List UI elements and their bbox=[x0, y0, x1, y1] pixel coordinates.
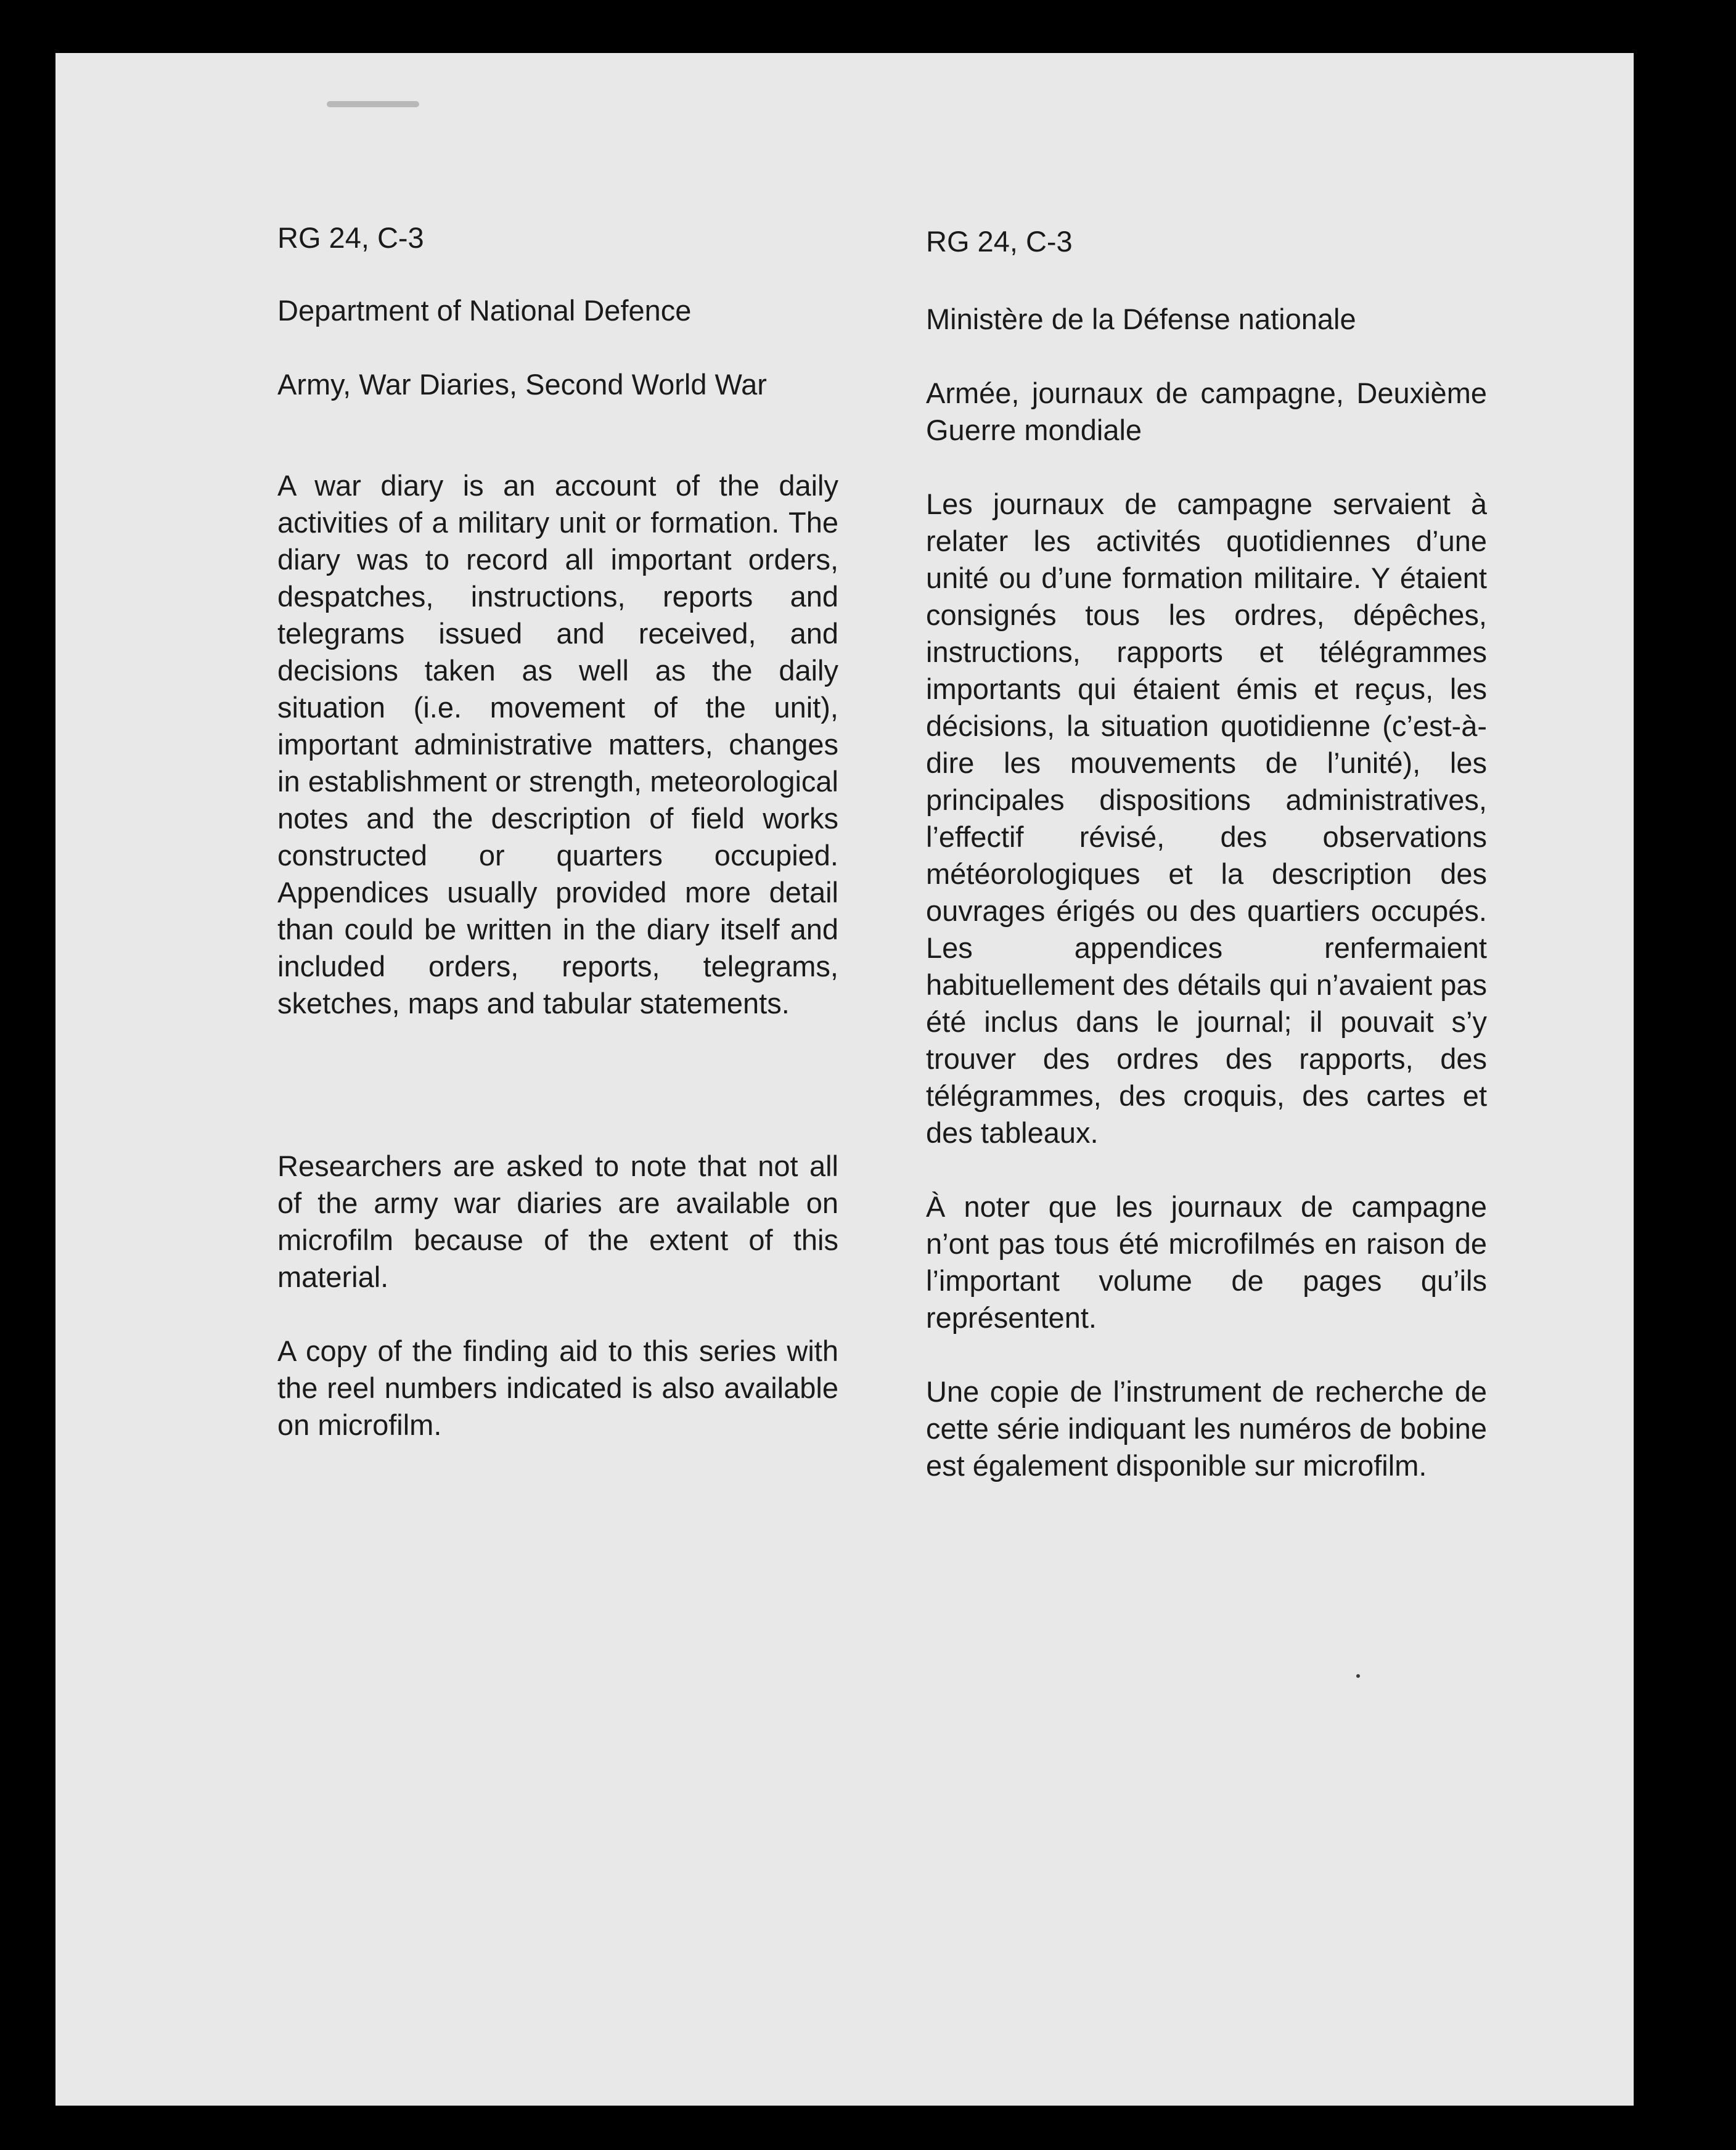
scan-speck bbox=[1356, 1674, 1360, 1678]
document-page bbox=[55, 53, 1634, 2106]
english-reference: RG 24, C-3 bbox=[277, 221, 424, 254]
french-reference: RG 24, C-3 bbox=[926, 225, 1073, 258]
scan-smudge bbox=[327, 101, 419, 107]
english-series-title: Army, War Diaries, Second World War bbox=[277, 368, 767, 401]
french-finding-aid: Une copie de l’instrument de recherche de cette série indiquant les numéros de bobine est également disponible sur microfilm. bbox=[926, 1375, 1487, 1482]
french-department: Ministère de la Défense nationale bbox=[926, 303, 1356, 335]
french-series-title: Armée, journaux de campagne, Deuxième Guerre mondiale bbox=[926, 377, 1487, 446]
english-department: Department of National Defence bbox=[277, 294, 692, 327]
english-finding-aid: A copy of the finding aid to this series with the reel numbers indicated is also available on microfilm. bbox=[277, 1335, 838, 1441]
english-description: A war diary is an account of the daily activities of a military unit or formation. The diary was to record all important orders, despatches, instructions, reports and telegrams issued and received, and decisions taken as well as the daily situation (i.e. movement of the unit), important administrative matters, changes in establishment or strength, meteorological notes and the description of field works constructed or quarters occupied. Appendices usually provided more detail than could be written in the diary itself and included orders, reports, telegrams, sketches, maps and tabular statements. bbox=[277, 469, 838, 1020]
english-microfilm-note: Researchers are asked to note that not all of the army war diaries are available on microfilm because of the extent of this material. bbox=[277, 1150, 838, 1293]
french-microfilm-note: À noter que les journaux de campagne n’ont pas tous été microfilmés en raison de l’important volume de pages qu’ils représentent. bbox=[926, 1190, 1487, 1334]
french-column bbox=[926, 223, 1487, 1484]
english-column bbox=[277, 219, 838, 1444]
french-description: Les journaux de campagne servaient à relater les activités quotidiennes d’une unité ou d’une formation militaire. Y étaient consignés tous les ordres, dépêches, instructions, rapports et télégrammes importants qui étaient émis et reçus, les décisions, la situation quotidienne (c’est-à-dire les mouvements de l’unité), les principales dispositions administratives, l’effectif révisé, des observations météorologiques et la description des ouvrages érigés ou des quartiers occupés. Les appendices renfermaient habituellement des détails qui n’avaient pas été inclus dans le journal; il pouvait s’y trouver des ordres des rapports, des télégrammes, des croquis, des cartes et des tableaux. bbox=[926, 488, 1487, 1149]
